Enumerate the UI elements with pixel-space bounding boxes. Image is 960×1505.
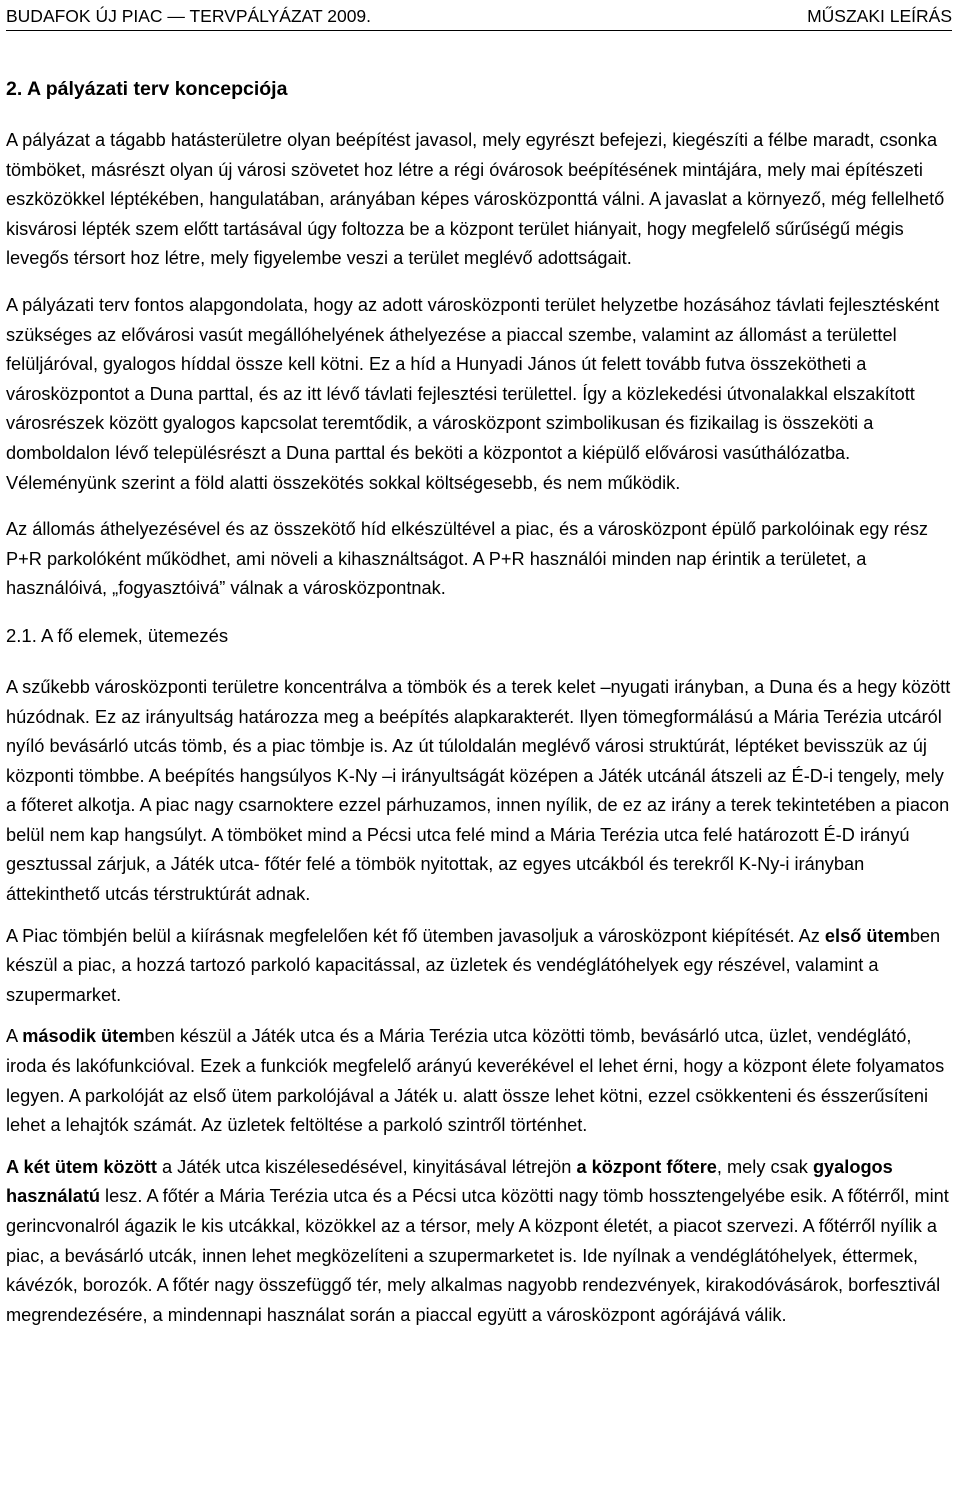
text-run: ben készül a piac, a hozzá tartozó parkoló kapacitással, az üzletek és vendéglátóhelyek egy részével, valamint a szupermarket. <box>6 925 941 1005</box>
bold-text: gyalogos használatú <box>6 1156 893 1207</box>
bold-text: A két ütem között <box>6 1156 157 1177</box>
text-run: a Játék utca kiszélesedésével, kinyitásával létrejön <box>156 1156 577 1177</box>
paragraph <box>6 922 954 1011</box>
document-body <box>6 74 954 1342</box>
paragraph: A pályázat a tágabb hatásterületre olyan beépítést javasol, mely egyrészt befejezi, kiegészíti a félbe maradt, csonka tömböket, másrészt olyan új városi szövetet hoz létre a régi óvárosok beépítésének mintájára, mely mai építészeti eszközökkel léptékében, hangulatában, arányában képes városközponttá válni. A javaslat a környező, még fellelhető kisvárosi lépték szem előtt tartásával úgy foltozza be a központ terület hiányait, hogy megfelelő sűrűségű mégis levegős térsort hoz létre, mely figyelembe veszi a terület meglévő adottságait. <box>6 130 945 269</box>
subsection-heading: 2.1. A fő elemek, ütemezés <box>6 624 229 646</box>
header-left-title: BUDAFOK ÚJ PIAC — TERVPÁLYÁZAT 2009. <box>6 6 372 26</box>
bold-text: a központ főtere <box>576 1156 717 1177</box>
page-header <box>6 4 952 31</box>
text-run: lesz. A főtér a Mária Terézia utca és a Pécsi utca közötti nagy tömb hossztengelyébe esik. A főtérről, mint gerincvonalról ágazik le kis utcákkal, közökkel az a térsor, mely A központ életét, a piacot szervezi. A főtérről nyílik a piac, a bevásárló utcák, innen lehet megközelíteni a szupermarketet is. Ide nyílnak a vendéglátóhelyek, éttermek, kávézók, borozók. A főtér nagy összefüggő tér, mely alkalmas nagyobb rendezvények, kirakodóvásárok, borfesztivál megrendezésére, a mindennapi használat során a piaccal együtt a városközpont agórájává válik. <box>6 1186 949 1325</box>
paragraph: A pályázati terv fontos alapgondolata, hogy az adott városközponti terület helyzetbe hozásához távlati fejlesztésként szükséges az elővárosi vasút megállóhelyének áthelyezése a piaccal szembe, valamint az állomást a területtel felüljáróval, gyalogos híddal össze kell kötni. Ez a híd a Hunyadi János út felett tovább futva összekötheti a városközpontot a Duna parttal, és az itt lévő távlati fejlesztési területtel. Így a közlekedési útvonalakkal elszakított városrészek között gyalogos kapcsolat teremtődik, a városközpont szimbolikusan és fizikailag is összeköti a domboldalon lévő településrészt a Duna parttal és beköti a központot a kiépülő elővárosi vasúthálózatba. Véleményünk szerint a föld alatti összekötés sokkal költségesebb, és nem működik. <box>6 294 940 493</box>
text-run: , mely csak <box>716 1156 813 1177</box>
header-right-title: MŰSZAKI LEÍRÁS <box>807 6 952 26</box>
paragraph: Az állomás áthelyezésével és az összekötő híd elkészültével a piac, és a városközpont épülő parkolóinak egy rész P+R parkolóként működhet, ami növeli a kihasználtságot. A P+R használói minden nap érintik a területet, a használóivá, „fogyasztóivá” válnak a városközpontnak. <box>6 519 929 599</box>
bold-text: második ütem <box>22 1026 145 1047</box>
bold-text: első ütem <box>824 925 910 946</box>
paragraph <box>6 1153 954 1331</box>
text-run: ben készül a Játék utca és a Mária Terézia utca közötti tömb, bevásárló utca, üzlet, vendéglátó, iroda és lakófunkcióval. Ezek a funkciók megfelelő arányú keverékével el lehet érni, hogy a központ élete folyamatos legyen. A parkolóját az első ütem parkolójával a Játék u. alatt össze lehet kötni, ezzel csökkenteni és ésszerűsíteni lehet a lehajtók számát. Az üzletek feltöltése a parkoló szintről történhet. <box>6 1026 945 1136</box>
text-run: A Piac tömbjén belül a kiírásnak megfelelően két fő ütemben javasoljuk a városközpont kiépítését. Az <box>6 925 825 946</box>
paragraph <box>6 1022 954 1140</box>
section-heading: 2. A pályázati terv koncepciója <box>6 78 288 100</box>
text-run: A <box>6 1026 23 1047</box>
paragraph: A szűkebb városközponti területre koncentrálva a tömbök és a terek kelet –nyugati irányban, a Duna és a hegy között húzódnak. Ez az irányultság határozza meg a beépítés alapkarakterét. Ilyen tömegformálású a Mária Terézia utcáról nyíló bevásárló utcás tömb, és a piac tömbje is. Az út túloldalán meglévő városi struktúrát, léptéket bevisszük az új központi tömbbe. A beépítés hangsúlyos K-Ny –i irányultságát középen a Játék utcánál átszeli az É-D-i tengely, mely a főteret alkotja. A piac nagy csarnoktere ezzel párhuzamos, innen nyílik, de ez az irány a terek tekintetében a piacon belül nem kap hangsúlyt. A tömböket mind a Pécsi utca felé mind a Mária Terézia utca felé határozott É-D irányú gesztussal zárjuk, a Játék utca- főtér felé a tömbök nyitottak, az egyes utcákból és terekről K-Ny-i irányban áttekinthető utcás térstruktúrát adnak. <box>6 676 951 905</box>
